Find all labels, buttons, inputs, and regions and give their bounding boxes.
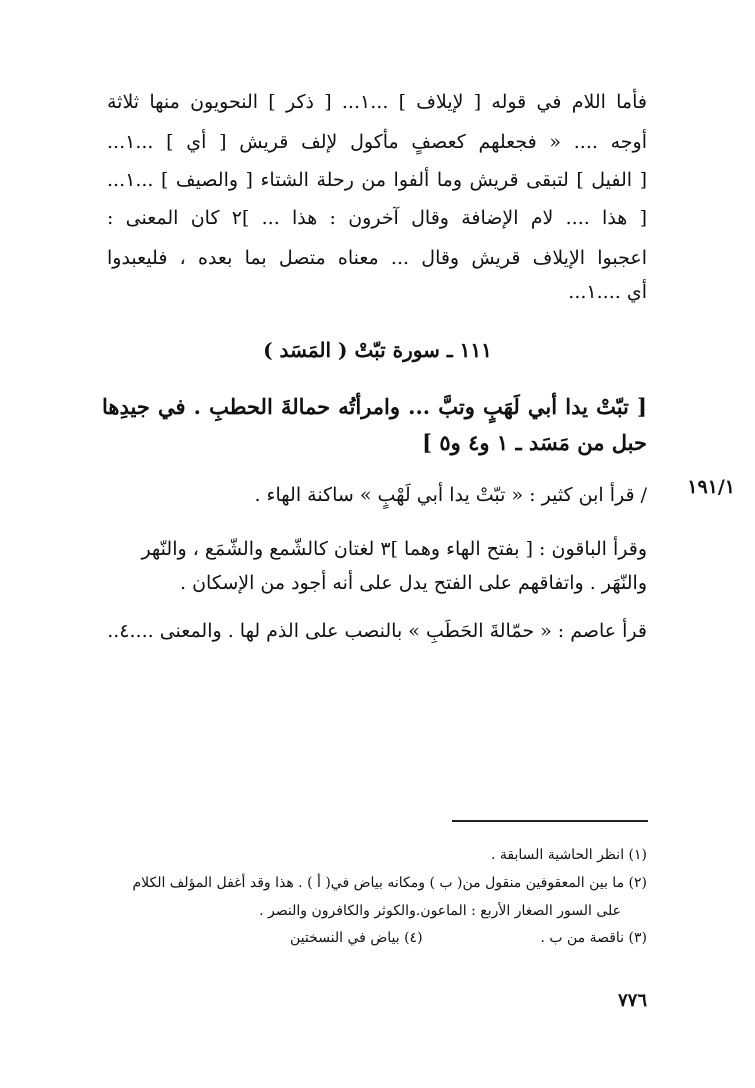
verse-line-2: حبل من مَسَد ـ ١ و٤ و٥ ] — [422, 430, 647, 455]
page-number: ٧٧٦ — [617, 990, 647, 1011]
paragraph-baqun-line-1: وقرأ الباقون : [ بفتح الهاء وهما ]٣ لغتان كالشّمع والشّمَع ، والنّهر — [141, 538, 647, 560]
margin-reference: ١٩١/١ — [687, 476, 735, 498]
intro-line-2: أوجه .... « فجعلهم كعصفٍ مأكول لإلف قريش [ أي ] ...١... — [107, 131, 647, 153]
intro-line-4: [ هذا .... لام الإضافة وقال آخرون : هذا ... ]٢ كان المعنى : — [107, 207, 647, 229]
footnote-3: (٣) ناقصة من ب . — [540, 930, 647, 946]
paragraph-asim: قرأ عاصم : « حمّالةَ الحَطَبِ » بالنصب على الذم لها . والمعنى ....٤.. — [107, 620, 647, 642]
footnote-2-line-2: على السور الصغار الأربع : الماعون.والكوثر والكافرون والنصر . — [259, 903, 621, 919]
verse-line-1: [ تبّتْ يدا أبي لَهَبٍ وتبَّ ... وامرأتُه حمالةَ الحطبِ . في جيدِها — [102, 394, 647, 419]
intro-line-3: [ الفيل ] لتبقى قريش وما ألفوا من رحلة الشتاء [ والصيف ] ...١... — [107, 169, 647, 191]
footnote-1: (١) انظر الحاشية السابقة . — [490, 847, 647, 863]
intro-line-5: اعجبوا الإيلاف قريش وقال ... معناه متصل بما بعده ، فليعبدوا — [107, 247, 647, 269]
surah-heading: ١١١ ـ سورة تبّتْ ( المَسَد ) — [263, 338, 492, 362]
footnotes-3-4-row — [87, 930, 647, 946]
paragraph-ibn-kathir: / قرأ ابن كثير : « تبّتْ يدا أبي لَهْبٍ » ساكنة الهاء . — [254, 484, 647, 506]
intro-line-6: أي ....١... — [568, 281, 647, 303]
intro-line-1: فأما اللام في قوله [ لإيلاف ] ...١... [ ذكر ] النحويون منها ثلاثة — [107, 91, 647, 113]
footnote-2-line-1: (٢) ما بين المعقوفين منقول من( ب ) ومكانه بياض في( أ ) . هذا وقد أغفل المؤلف الكلام — [132, 875, 647, 891]
footnote-divider — [452, 820, 648, 822]
footnote-4: (٤) بياض في النسختين — [290, 930, 423, 946]
paragraph-baqun-line-2: والنّهَر . واتفاقهم على الفتح يدل على أنه أجود من الإسكان . — [180, 572, 647, 594]
